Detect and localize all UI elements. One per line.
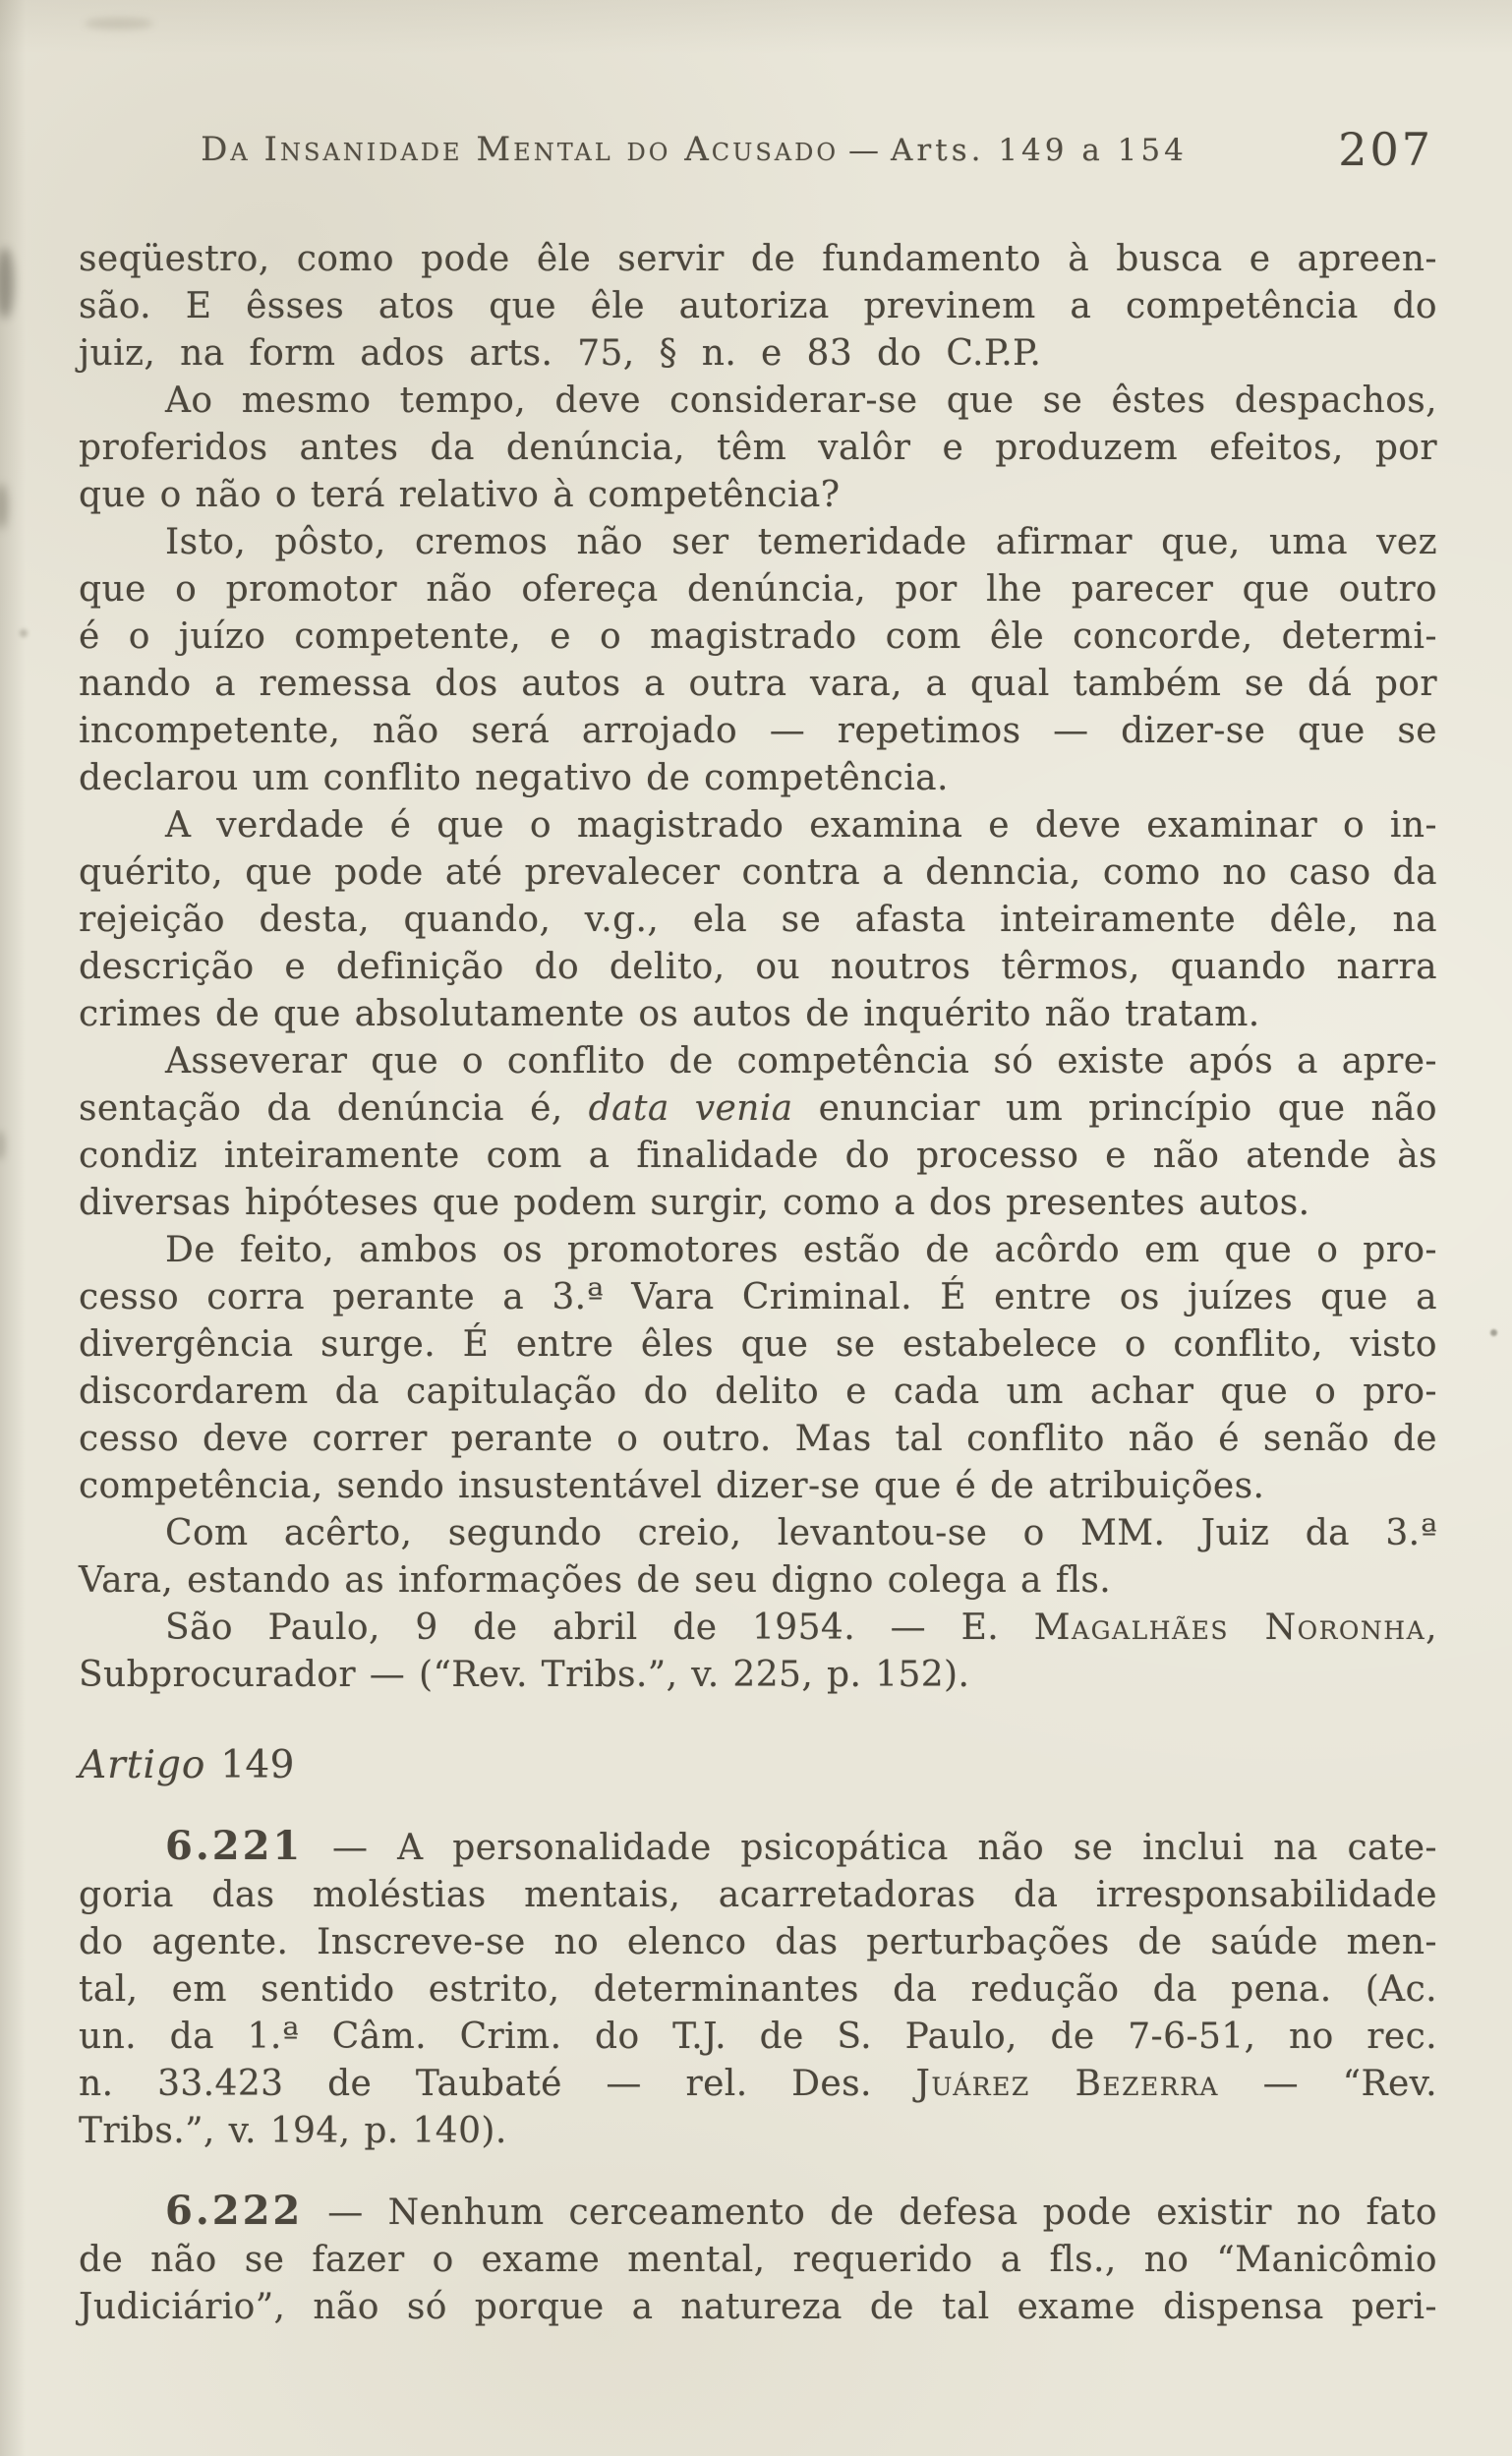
text-line [79,1605,1437,1652]
text-line [79,566,1437,614]
text-segment: diversas hipóteses que podem surgir, como a dos presentes autos. [79,1183,1310,1223]
text-line [79,472,1437,519]
text-line [79,2284,1437,2331]
text-segment: goria das moléstias mentais, acarretadoras da irresponsabilidade [79,1875,1437,1915]
text-segment: Vara, estando as informações de seu digno colega a fls. [79,1560,1112,1601]
text-body [79,236,1437,2331]
text-line [79,1369,1437,1416]
text-segment: 6.221 [165,1823,304,1869]
scan-smudge [0,484,8,529]
text-line [79,1085,1437,1133]
text-segment: Artigo [79,1743,206,1787]
page-number: 207 [1338,123,1433,176]
text-line [79,708,1437,755]
text-line [79,236,1437,283]
text-segment: de não se fazer o exame mental, requerido a fls., no “Manicômio [79,2240,1437,2280]
text-line [79,1463,1437,1510]
scan-speck [20,629,28,637]
text-line [79,2237,1437,2284]
text-line [79,661,1437,708]
text-segment: data venia [588,1088,793,1129]
text-segment: discordarem da capitulação do delito e cada um achar que o pro- [79,1372,1437,1412]
text-line [79,1416,1437,1463]
text-line [79,2014,1437,2061]
section-heading [79,1742,1437,1789]
text-segment: que o promotor não ofereça denúncia, por lhe parecer que outro [79,569,1437,610]
text-segment: cesso corra perante a 3.ª Vara Criminal. É entre os juízes que a [79,1277,1437,1317]
text-segment: — A personalidade psicopática não se inclui na cate- [303,1828,1437,1868]
text-segment: sentação da denúncia é, [79,1088,589,1129]
text-segment: incompetente, não será arrojado — repetimos — dizer-se que se [79,711,1437,751]
text-segment: seqüestro, como pode êle servir de fundamento à busca e apreen- [79,239,1437,279]
text-segment: Ao mesmo tempo, deve considerar-se que se êstes despachos, [165,380,1437,421]
text-segment: do agente. Inscreve-se no elenco das perturbações de saúde men- [79,1922,1437,1962]
text-line [79,1557,1437,1605]
paragraph [79,1823,1437,2155]
text-line [79,425,1437,472]
header-dash: — [848,133,882,168]
text-line [79,1966,1437,2014]
text-segment: quérito, que pode até prevalecer contra a denncia, como no caso da [79,852,1437,893]
paragraph [79,1038,1437,1227]
text-line [79,755,1437,802]
text-segment: un. da 1.ª Câm. Crim. do T.J. de S. Paulo, de 7-6-51, no rec. [79,2017,1437,2057]
text-line [79,944,1437,991]
text-line [79,1872,1437,1919]
paragraph [79,519,1437,802]
text-line [79,2108,1437,2155]
text-segment: Asseverar que o conflito de competência só existe após a apre- [165,1041,1437,1082]
text-line [79,849,1437,897]
text-segment: De feito, ambos os promotores estão de acôrdo em que o pro- [165,1230,1437,1270]
scan-smudge [85,18,153,29]
text-segment: divergência surge. É entre êles que se estabelece o conflito, visto [79,1324,1437,1365]
text-line [79,378,1437,425]
text-segment: n. 33.423 de Taubaté — rel. Des. [79,2064,916,2104]
scan-smudge [0,248,14,319]
text-segment: — “Rev. [1219,2064,1437,2104]
paragraph [79,1227,1437,1510]
text-segment: enunciar um princípio que não [792,1088,1437,1129]
text-line [79,330,1437,378]
text-segment: São Paulo, 9 de abril de 1954. — E. [165,1608,1034,1648]
text-segment: Juárez Bezerra [915,2064,1219,2104]
text-line [79,1321,1437,1369]
text-segment: que o não o terá relativo à competência? [79,475,841,515]
text-line [79,802,1437,849]
text-segment: Com acêrto, segundo creio, levantou-se o MM. Juiz da 3.ª [165,1513,1437,1553]
text-segment: juiz, na form ados arts. 75, § n. e 83 do C.P.P. [79,333,1042,374]
text-line [79,1038,1437,1085]
paragraph [79,236,1437,378]
scan-smudge [0,1131,5,1160]
text-line [79,1652,1437,1699]
text-segment: Judiciário”, não só porque a natureza de tal exame dispensa peri- [79,2287,1437,2327]
text-segment: — Nenhum cerceamento de defesa pode existir no fato [303,2193,1437,2233]
text-line [79,1510,1437,1557]
text-segment: Subprocurador — (“Rev. Tribs.”, v. 225, p. 152). [79,1655,970,1695]
running-header-center [79,126,1309,179]
text-segment: é o juízo competente, e o magistrado com êle concorde, determi- [79,616,1437,657]
text-line [79,1227,1437,1274]
text-line [79,2188,1437,2237]
text-line [79,991,1437,1038]
text-segment: Magalhães Noronha [1033,1608,1426,1648]
text-line [79,1919,1437,1966]
text-segment: , [1425,1608,1437,1648]
text-segment: descrição e definição do delito, ou noutros têrmos, quando narra [79,947,1437,987]
scan-speck [1490,1329,1497,1336]
paragraph [79,1605,1437,1699]
text-segment: 149 [205,1743,295,1787]
text-segment: cesso deve correr perante o outro. Mas tal conflito não é senão de [79,1419,1437,1459]
text-segment: A verdade é que o magistrado examina e deve examinar o in- [165,805,1437,846]
text-line [79,1274,1437,1321]
text-segment: condiz inteiramente com a finalidade do processo e não atende às [79,1136,1437,1176]
text-line [79,519,1437,566]
text-line [79,1180,1437,1227]
text-line [79,614,1437,661]
text-segment: são. E êsses atos que êle autoriza previnem a competência do [79,286,1437,326]
text-segment: declarou um conflito negativo de competência. [79,758,949,798]
paragraph [79,378,1437,519]
paragraph [79,802,1437,1038]
text-line [79,2061,1437,2108]
text-segment: competência, sendo insustentável dizer-se que é de atribuições. [79,1466,1265,1506]
text-line [79,897,1437,944]
text-segment: 6.222 [165,2188,304,2234]
text-segment: tal, em sentido estrito, determinantes da redução da pena. (Ac. [79,1969,1437,2010]
text-segment: Tribs.”, v. 194, p. 140). [79,2111,507,2151]
text-line [79,1133,1437,1180]
text-segment: rejeição desta, quando, v.g., ela se afasta inteiramente dêle, na [79,900,1437,940]
paragraph [79,2188,1437,2331]
text-segment: proferidos antes da denúncia, têm valôr e produzem efeitos, por [79,428,1437,468]
text-segment: Isto, pôsto, cremos não ser temeridade afirmar que, uma vez [165,522,1437,562]
running-header [79,123,1437,176]
text-line [79,283,1437,330]
text-line [79,1823,1437,1872]
paragraph [79,1510,1437,1605]
header-articles-range: Arts. 149 a 154 [891,133,1188,168]
header-title: Da Insanidade Mental do Acusado [201,130,840,169]
text-segment: crimes de que absolutamente os autos de inquérito não tratam. [79,994,1260,1034]
text-segment: nando a remessa dos autos a outra vara, a qual também se dá por [79,664,1437,704]
